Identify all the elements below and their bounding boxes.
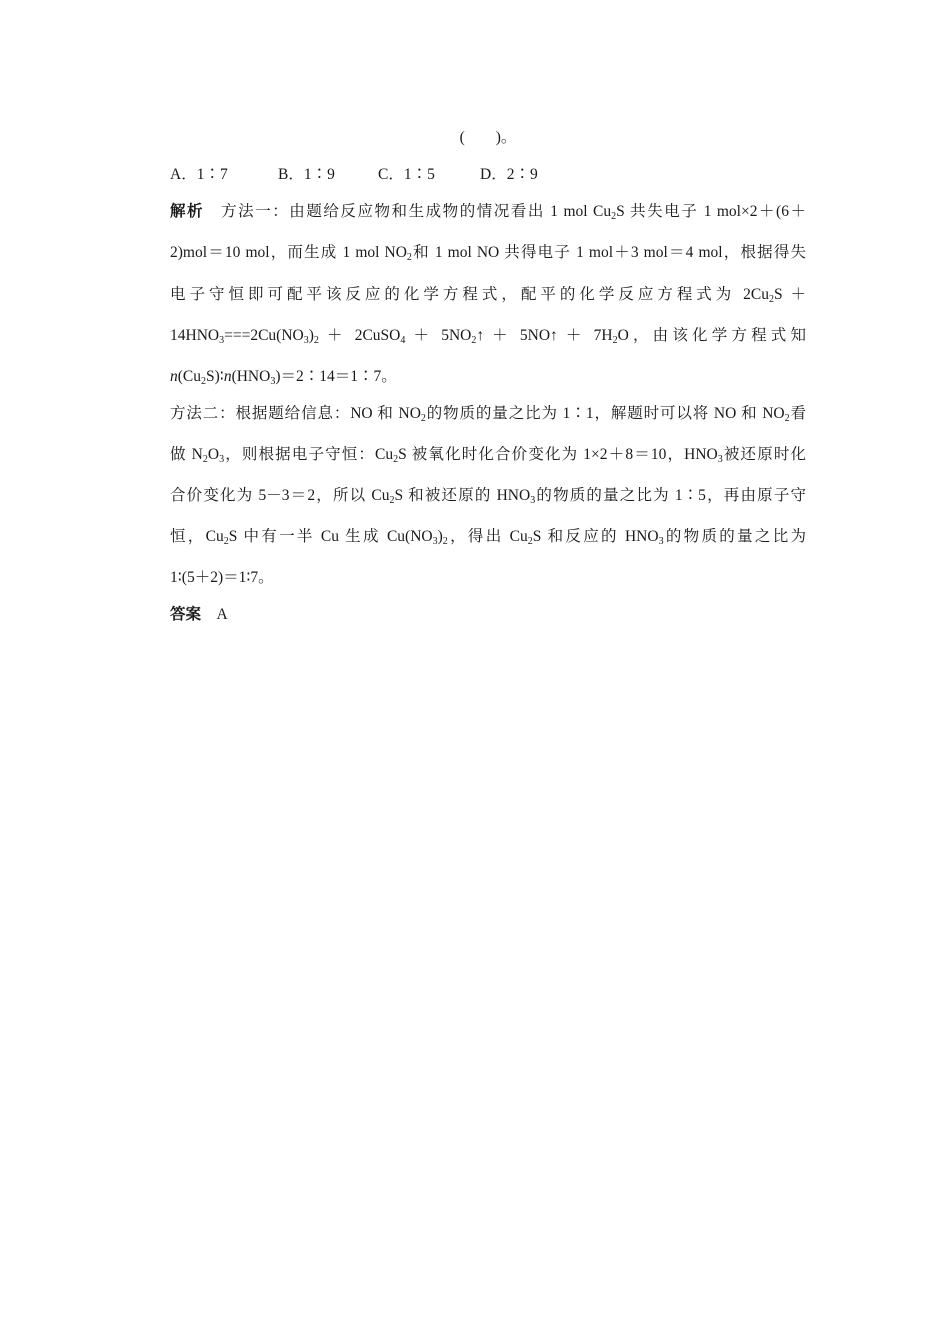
analysis-line-1: 解析 方法一：由题给反应物和生成物的情况看出 1 mol $Cu_2S$ 共失电子 1 mol×2＋(6＋ bbox=[170, 203, 806, 222]
method2-line-3: 合价变化为 5－3＝2，所以 $Cu_2S$ 和被还原的 $HNO_3$的物质的量之比为 1∶5，再由原子守 bbox=[170, 487, 806, 506]
chemical-equation-line: $14HNO_3===2Cu(NO_3)_2$ ＋ 2CuSO$_4$ ＋ $5NO_2↑$ ＋ 5NO↑ ＋ $7H_2O$，由该化学方程式知 bbox=[170, 327, 806, 346]
answer-line bbox=[170, 605, 806, 625]
method2-line-5: 1∶(5＋2)＝1∶7。 bbox=[170, 569, 274, 586]
options-row bbox=[170, 165, 806, 185]
answer-blank: ( )。 bbox=[459, 129, 517, 146]
method2-line-2: 做 $N_2O_3$，则根据电子守恒：$Cu_2S$ 被氧化时化合价变化为 1×2＋8＝10，$HNO_3$被还原时化 bbox=[170, 446, 806, 465]
option-b: B．1∶9 bbox=[278, 166, 335, 183]
method2-line-4: 恒，$Cu_2S$ 中有一半 Cu 生成 $Cu(NO_3)_2$，得出 $Cu_2S$ 和反应的 $HNO_3$的物质的量之比为 bbox=[170, 528, 806, 547]
answer-value: A bbox=[216, 606, 228, 623]
method2-line-1: 方法二：根据题给信息：NO 和 $NO_2$的物质的量之比为 1∶1，解题时可以将 NO 和 $NO_2$看 bbox=[170, 405, 806, 424]
answer-label: 答案 bbox=[170, 606, 202, 623]
option-c: C．1∶5 bbox=[378, 166, 435, 183]
analysis-line-3: 电子守恒即可配平该反应的化学方程式，配平的化学反应方程式为 $2Cu_2S$ ＋ bbox=[170, 286, 807, 305]
option-a: A．1∶7 bbox=[170, 166, 228, 183]
analysis-line-2: 2)mol＝10 mol，而生成 1 mol $NO_2$和 1 mol NO 共得电子 1 mol＋3 mol＝4 mol，根据得失 bbox=[170, 244, 806, 263]
analysis-label: 解析 bbox=[170, 203, 205, 220]
option-d: D．2∶9 bbox=[480, 166, 538, 183]
ratio-line: $n(Cu_2S)∶n(HNO_3)=2∶14=1∶7$。 bbox=[170, 368, 397, 387]
